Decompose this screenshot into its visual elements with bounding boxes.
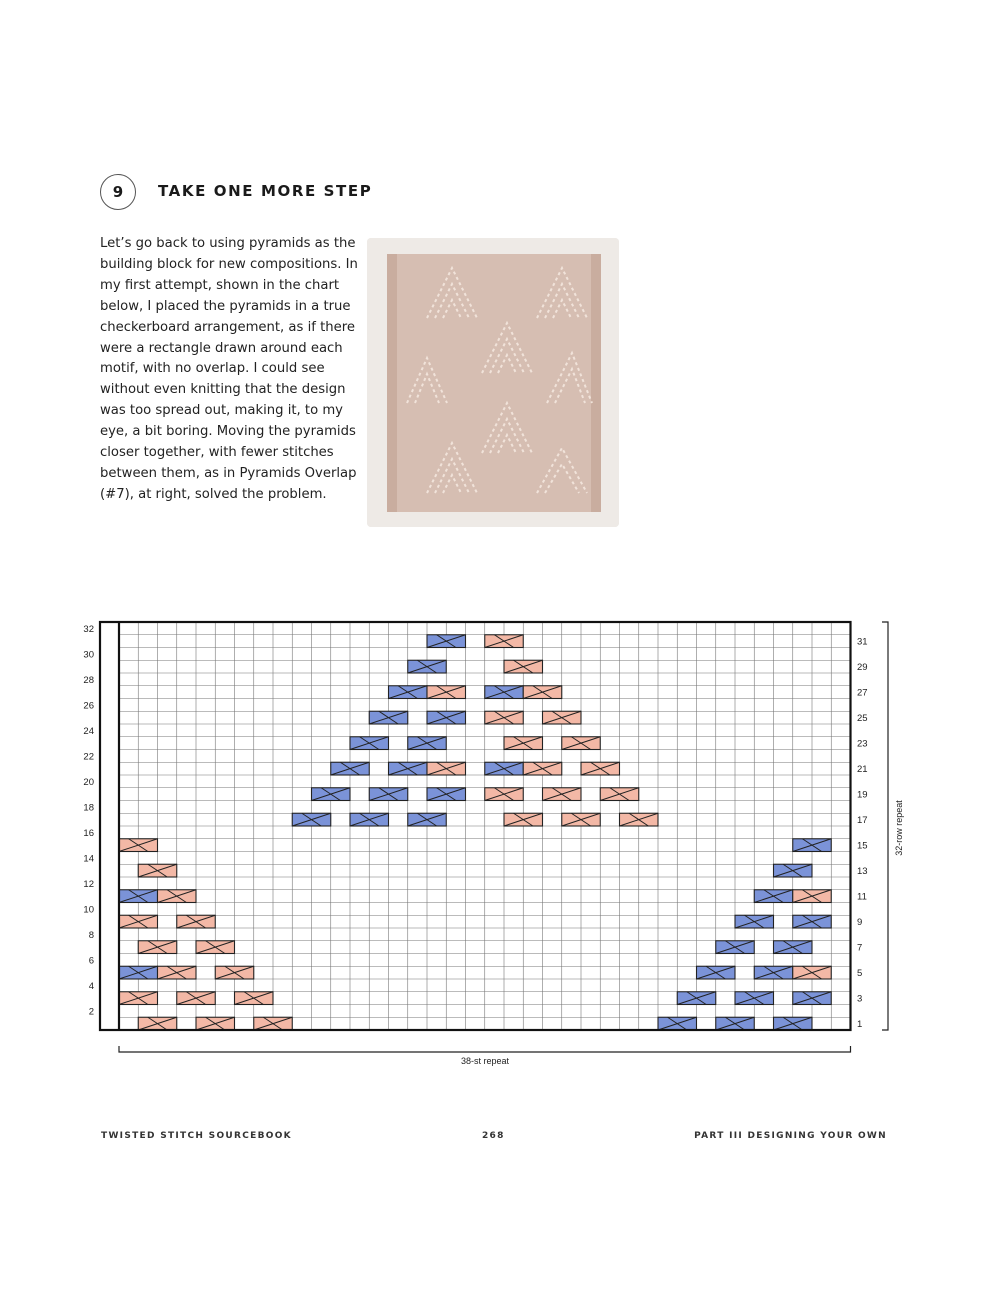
blue-cable-symbol — [735, 992, 774, 1005]
pink-cable-symbol — [235, 992, 274, 1005]
blue-cable-symbol — [331, 762, 370, 775]
page-number: 268 — [482, 1131, 505, 1141]
row-label-right: 21 — [857, 764, 868, 776]
pink-cable-symbol — [504, 737, 543, 750]
row-label-left: 16 — [83, 827, 94, 839]
pink-cable-symbol — [196, 941, 235, 954]
blue-cable-symbol — [793, 992, 832, 1005]
blue-cable-symbol — [389, 762, 428, 775]
row-label-right: 5 — [857, 968, 863, 980]
row-label-right: 19 — [857, 789, 868, 801]
row-label-right: 17 — [857, 815, 868, 827]
blue-cable-symbol — [119, 966, 158, 979]
pink-cable-symbol — [504, 660, 543, 673]
row-label-left: 10 — [83, 904, 94, 916]
blue-cable-symbol — [292, 813, 331, 826]
blue-cable-symbol — [658, 1017, 697, 1030]
pink-cable-symbol — [620, 813, 659, 826]
blue-cable-symbol — [427, 635, 466, 648]
row-label-right: 15 — [857, 840, 868, 852]
blue-cable-symbol — [716, 941, 755, 954]
pink-cable-symbol — [523, 762, 562, 775]
row-label-left: 32 — [83, 623, 94, 635]
pink-cable-symbol — [215, 966, 254, 979]
pink-cable-symbol — [138, 864, 177, 877]
pink-cable-symbol — [543, 788, 582, 801]
row-label-left: 18 — [83, 802, 94, 814]
blue-cable-symbol — [774, 1017, 813, 1030]
pink-cable-symbol — [562, 813, 601, 826]
row-label-right: 3 — [857, 993, 863, 1005]
pink-cable-symbol — [543, 711, 582, 724]
row-label-left: 20 — [83, 776, 94, 788]
right-row-labels — [857, 637, 868, 1031]
row-label-right: 25 — [857, 713, 868, 725]
blue-cable-symbol — [754, 966, 793, 979]
pink-cable-symbol — [158, 966, 197, 979]
pink-cable-symbol — [254, 1017, 293, 1030]
pink-cable-symbol — [485, 711, 524, 724]
pink-cable-symbol — [427, 762, 466, 775]
row-repeat-label: 32-row repeat — [894, 800, 904, 856]
blue-cable-symbol — [735, 915, 774, 928]
blue-cable-symbol — [350, 813, 389, 826]
blue-cable-symbol — [427, 788, 466, 801]
pink-cable-symbol — [600, 788, 639, 801]
pink-cable-symbol — [485, 635, 524, 648]
stitch-repeat-label: 38-st repeat — [460, 1056, 510, 1066]
pink-cable-symbol — [427, 686, 466, 699]
blue-cable-symbol — [774, 864, 813, 877]
footer-book-title: TWISTED STITCH SOURCEBOOK — [101, 1131, 292, 1141]
pink-cable-symbol — [119, 915, 158, 928]
blue-cable-symbol — [774, 941, 813, 954]
row-label-right: 13 — [857, 866, 868, 878]
blue-cable-symbol — [312, 788, 351, 801]
pink-cable-symbol — [138, 1017, 177, 1030]
blue-cable-symbol — [350, 737, 389, 750]
row-label-right: 1 — [857, 1019, 863, 1031]
row-label-left: 14 — [83, 853, 94, 865]
row-label-left: 4 — [88, 980, 94, 992]
pink-cable-symbol — [793, 890, 832, 903]
blue-cable-symbol — [485, 762, 524, 775]
blue-cable-symbol — [408, 813, 447, 826]
blue-cable-symbol — [485, 686, 524, 699]
body-paragraph: Let’s go back to using pyramids as the building block for new compositions. In my first attempt, shown in the chart below, I placed the pyramids in a true checkerboard arrangement, as if there were a rectangle drawn around each motif, with no overlap. I could see without even knitting that the design was too spread out, making it, to my eye, a bit boring. Moving the pyramids closer together, with fewer stitches between them, as in Pyramids Overlap (#7), at right, solved the problem. — [100, 236, 358, 502]
step-number: 9 — [112, 183, 124, 201]
blue-cable-symbol — [427, 711, 466, 724]
blue-cable-symbol — [119, 890, 158, 903]
row-label-right: 23 — [857, 738, 868, 750]
row-label-left: 12 — [83, 878, 94, 890]
blue-cable-symbol — [677, 992, 716, 1005]
row-label-left: 26 — [83, 700, 94, 712]
row-label-left: 24 — [83, 725, 94, 737]
blue-cable-symbol — [793, 915, 832, 928]
pink-cable-symbol — [177, 992, 216, 1005]
blue-cable-symbol — [697, 966, 736, 979]
row-label-right: 9 — [857, 917, 863, 929]
left-row-labels — [83, 624, 94, 1018]
pink-cable-symbol — [562, 737, 601, 750]
chart-cables — [119, 635, 831, 1030]
row-repeat-bracket — [882, 622, 888, 1030]
pink-cable-symbol — [793, 966, 832, 979]
row-label-left: 28 — [83, 674, 94, 686]
pink-cable-symbol — [581, 762, 620, 775]
row-label-right: 29 — [857, 662, 868, 674]
pink-cable-symbol — [177, 915, 216, 928]
pink-cable-symbol — [504, 813, 543, 826]
blue-cable-symbol — [408, 737, 447, 750]
row-label-right: 27 — [857, 687, 868, 699]
row-label-left: 2 — [88, 1006, 94, 1018]
stitch-repeat-bracket — [119, 1046, 851, 1052]
pink-cable-symbol — [158, 890, 197, 903]
section-heading: TAKE ONE MORE STEP — [158, 182, 373, 200]
blue-cable-symbol — [369, 788, 408, 801]
blue-cable-symbol — [389, 686, 428, 699]
row-label-left: 8 — [88, 929, 94, 941]
pink-cable-symbol — [523, 686, 562, 699]
pink-cable-symbol — [196, 1017, 235, 1030]
blue-cable-symbol — [793, 839, 832, 852]
blue-cable-symbol — [716, 1017, 755, 1030]
row-label-left: 30 — [83, 649, 94, 661]
row-label-right: 7 — [857, 942, 863, 954]
pink-cable-symbol — [119, 992, 158, 1005]
blue-cable-symbol — [754, 890, 793, 903]
row-label-right: 31 — [857, 636, 868, 648]
footer-section: PART III DESIGNING YOUR OWN — [694, 1131, 887, 1141]
blue-cable-symbol — [369, 711, 408, 724]
row-label-left: 6 — [88, 955, 94, 967]
pink-cable-symbol — [138, 941, 177, 954]
row-label-right: 11 — [857, 891, 867, 903]
pink-cable-symbol — [485, 788, 524, 801]
blue-cable-symbol — [408, 660, 447, 673]
pink-cable-symbol — [119, 839, 158, 852]
row-label-left: 22 — [83, 751, 94, 763]
